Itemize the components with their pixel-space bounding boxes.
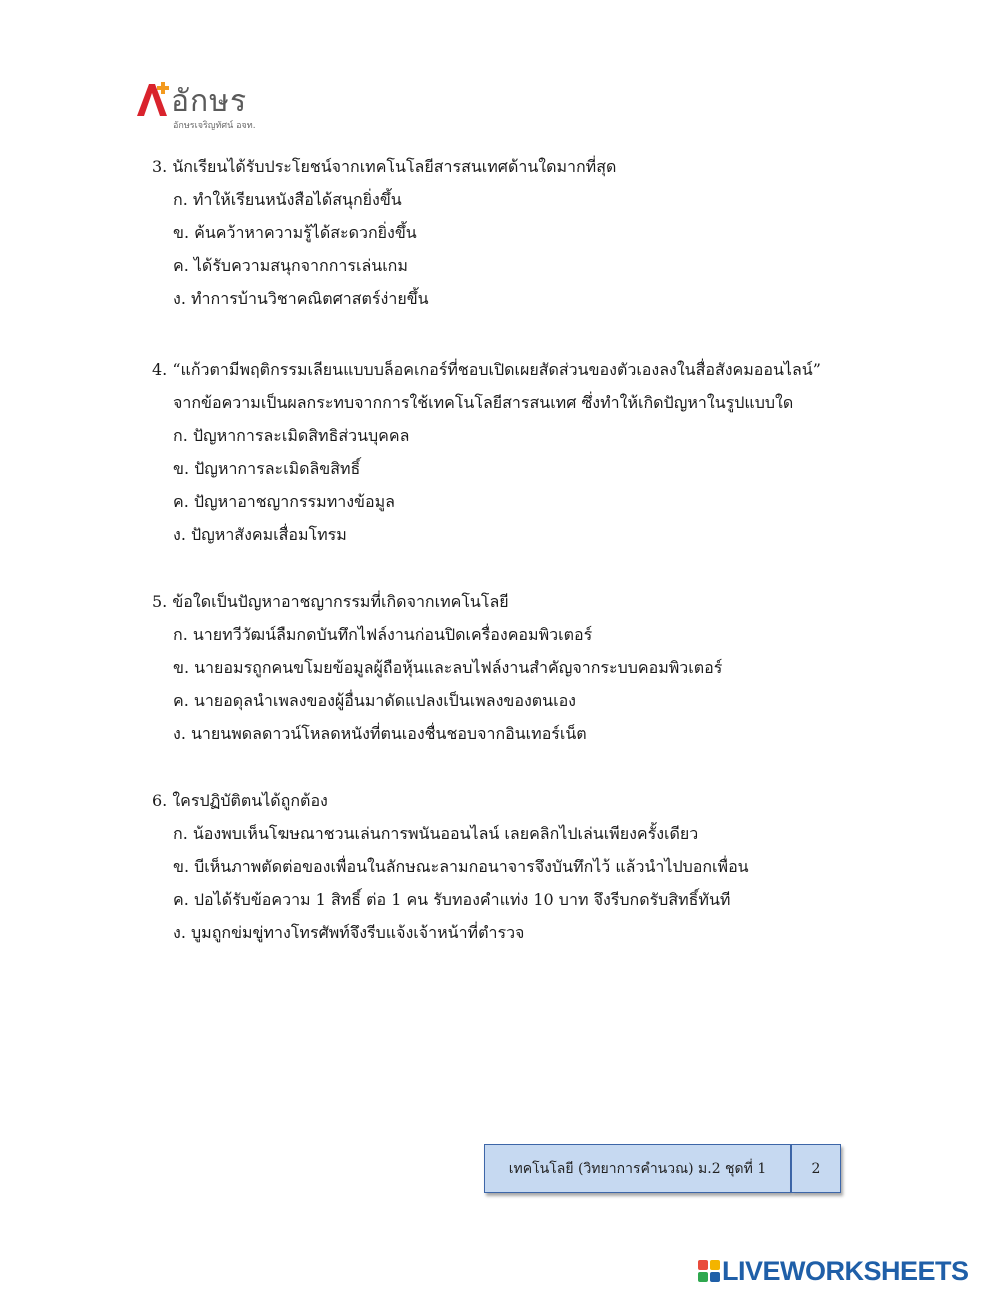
q4-option-d: ง. ปัญหาสังคมเสื่อมโทรม <box>173 525 347 544</box>
question-4-text-line2: จากข้อความเป็นผลกระทบจากการใช้เทคโนโลยีสารสนเทศ ซึ่งทำให้เกิดปัญหาในรูปแบบใด <box>173 393 794 412</box>
q6-option-b: ข. บีเห็นภาพตัดต่อของเพื่อนในลักษณะลามกอนาจารจึงบันทึกไว้ แล้วนำไปบอกเพื่อน <box>173 857 749 876</box>
q3-option-b: ข. ค้นคว้าหาความรู้ได้สะดวกยิ่งขึ้น <box>173 223 417 242</box>
liveworksheets-watermark <box>698 1256 998 1286</box>
q4-option-b: ข. ปัญหาการละเมิดลิขสิทธิ์ <box>173 459 361 478</box>
page-number: 2 <box>811 1160 821 1177</box>
subject-footer-label: เทคโนโลยี (วิทยาการคำนวณ) ม.2 ชุดที่ 1 <box>508 1160 767 1177</box>
q3-option-d: ง. ทำการบ้านวิชาคณิตศาสตร์ง่ายขึ้น <box>173 289 429 308</box>
q5-option-a: ก. นายทวีวัฒน์ลืมกดบันทึกไฟล์งานก่อนปิดเครื่องคอมพิวเตอร์ <box>173 625 593 644</box>
q5-option-b: ข. นายอมรถูกคนขโมยข้อมูลผู้ถือหุ้นและลบไฟล์งานสำคัญจากระบบคอมพิวเตอร์ <box>173 658 723 677</box>
q4-option-c: ค. ปัญหาอาชญากรรมทางข้อมูล <box>173 492 395 511</box>
a-plus-logo-icon <box>133 80 173 120</box>
q5-option-c: ค. นายอดุลนำเพลงของผู้อื่นมาดัดแปลงเป็นเพลงของตนเอง <box>173 691 576 710</box>
q4-option-a: ก. ปัญหาการละเมิดสิทธิส่วนบุคคล <box>173 426 410 445</box>
logo-subtitle: อักษรเจริญทัศน์ อจท. <box>173 121 256 131</box>
publisher-logo <box>133 80 283 136</box>
q6-option-a: ก. น้องพบเห็นโฆษณาชวนเล่นการพนันออนไลน์ เลยคลิกไปเล่นเพียงครั้งเดียว <box>173 824 699 843</box>
question-3-text: 3. นักเรียนได้รับประโยชน์จากเทคโนโลยีสารสนเทศด้านใดมากที่สุด <box>152 157 617 176</box>
q6-option-d: ง. บูมถูกข่มขู่ทางโทรศัพท์จึงรีบแจ้งเจ้าหน้าที่ตำรวจ <box>173 923 525 942</box>
liveworksheets-logo-icon <box>698 1260 720 1282</box>
question-4-text: 4. “แก้วตามีพฤติกรรมเลียนแบบบล็อคเกอร์ที่ชอบเปิดเผยสัดส่วนของตัวเองลงในสื่อสังคมออนไลน์” <box>152 360 821 379</box>
q3-option-a: ก. ทำให้เรียนหนังสือได้สนุกยิ่งขึ้น <box>173 190 402 209</box>
logo-wordmark: อักษร <box>171 84 248 119</box>
q3-option-c: ค. ได้รับความสนุกจากการเล่นเกม <box>173 256 408 275</box>
q6-option-c: ค. ปอได้รับข้อความ 1 สิทธิ์ ต่อ 1 คน รับทองคำแท่ง 10 บาท จึงรีบกดรับสิทธิ์ทันที <box>173 890 731 909</box>
question-6-text: 6. ใครปฏิบัติตนได้ถูกต้อง <box>152 791 328 810</box>
page-number-box <box>791 1144 841 1193</box>
q5-option-d: ง. นายนพดลดาวน์โหลดหนังที่ตนเองชื่นชอบจากอินเทอร์เน็ต <box>173 724 587 743</box>
liveworksheets-text: LIVEWORKSHEETS <box>722 1256 969 1286</box>
subject-footer-box <box>484 1144 791 1193</box>
question-5-text: 5. ข้อใดเป็นปัญหาอาชญากรรมที่เกิดจากเทคโนโลยี <box>152 592 509 611</box>
